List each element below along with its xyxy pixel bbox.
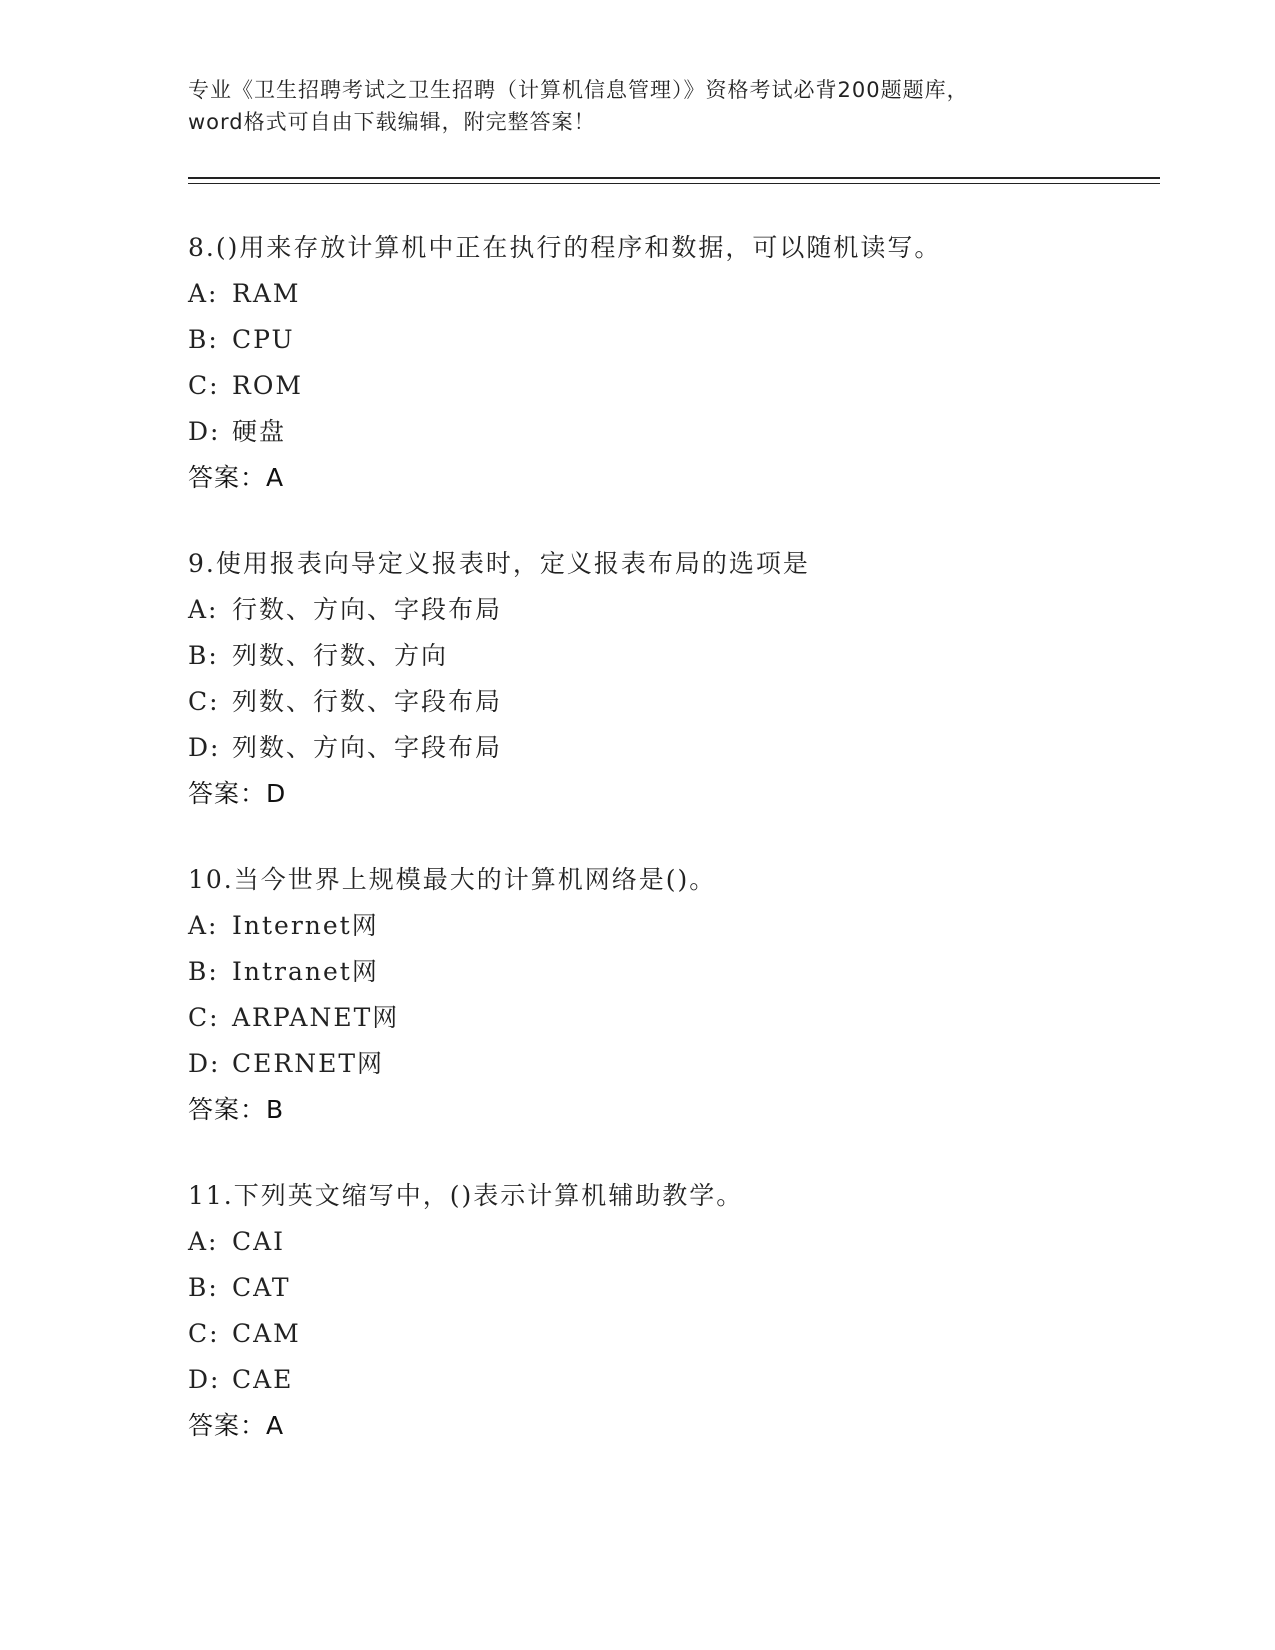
option-letter: A: (188, 279, 219, 308)
option-letter: B: (188, 325, 219, 354)
option-c (188, 995, 1148, 1041)
option-letter: B: (188, 641, 219, 670)
header-line-2: word格式可自由下载编辑，附完整答案！ (188, 110, 596, 134)
option-letter: C: (188, 687, 220, 716)
header-divider-thin (188, 183, 1160, 184)
question-stem: 9.使用报表向导定义报表时，定义报表布局的选项是 (188, 549, 810, 578)
question-block (188, 1173, 1148, 1449)
option-b (188, 633, 1148, 679)
option-letter: D: (188, 1049, 221, 1078)
question-block (188, 857, 1148, 1133)
option-text: 列数、行数、方向 (232, 641, 449, 670)
answer-line: 答案：B (188, 1095, 285, 1124)
option-letter: D: (188, 417, 221, 446)
question-stem: 8.()用来存放计算机中正在执行的程序和数据，可以随机读写。 (188, 233, 942, 262)
option-text: CPU (232, 325, 295, 354)
option-a (188, 1219, 1148, 1265)
option-text: ARPANET网 (232, 1003, 400, 1032)
option-text: 行数、方向、字段布局 (232, 595, 503, 624)
option-text: CERNET网 (232, 1049, 385, 1078)
option-text: CAI (232, 1227, 286, 1256)
option-letter: C: (188, 1003, 220, 1032)
option-letter: C: (188, 371, 220, 400)
option-b (188, 1265, 1148, 1311)
option-text: 列数、方向、字段布局 (232, 733, 503, 762)
option-c (188, 1311, 1148, 1357)
option-text: RAM (232, 279, 301, 308)
option-letter: D: (188, 733, 221, 762)
option-letter: A: (188, 911, 219, 940)
option-d (188, 1357, 1148, 1403)
option-c (188, 363, 1148, 409)
question-stem: 10.当今世界上规模最大的计算机网络是()。 (188, 865, 717, 894)
option-text: CAM (232, 1319, 301, 1348)
answer-line: 答案：D (188, 779, 287, 808)
option-b (188, 317, 1148, 363)
option-text: ROM (232, 371, 303, 400)
option-a (188, 271, 1148, 317)
question-block (188, 541, 1148, 817)
answer-line: 答案：A (188, 1411, 285, 1440)
header-line-1: 专业《卫生招聘考试之卫生招聘（计算机信息管理）》资格考试必背200题题库， (188, 78, 969, 102)
option-b (188, 949, 1148, 995)
document-header (188, 74, 1088, 138)
option-d (188, 409, 1148, 455)
option-text: 列数、行数、字段布局 (232, 687, 503, 716)
option-text: 硬盘 (232, 417, 287, 446)
option-c (188, 679, 1148, 725)
option-text: Intranet网 (232, 957, 379, 986)
option-letter: A: (188, 595, 219, 624)
option-letter: C: (188, 1319, 220, 1348)
option-d (188, 1041, 1148, 1087)
answer-line: 答案：A (188, 463, 285, 492)
option-a (188, 587, 1148, 633)
option-letter: A: (188, 1227, 219, 1256)
option-letter: B: (188, 1273, 219, 1302)
question-block (188, 225, 1148, 501)
option-letter: D: (188, 1365, 221, 1394)
option-text: CAT (232, 1273, 291, 1302)
option-a (188, 903, 1148, 949)
option-text: CAE (232, 1365, 294, 1394)
option-letter: B: (188, 957, 219, 986)
header-divider-thick (188, 177, 1160, 179)
option-text: Internet网 (232, 911, 379, 940)
option-d (188, 725, 1148, 771)
question-stem: 11.下列英文缩写中，()表示计算机辅助教学。 (188, 1181, 744, 1210)
